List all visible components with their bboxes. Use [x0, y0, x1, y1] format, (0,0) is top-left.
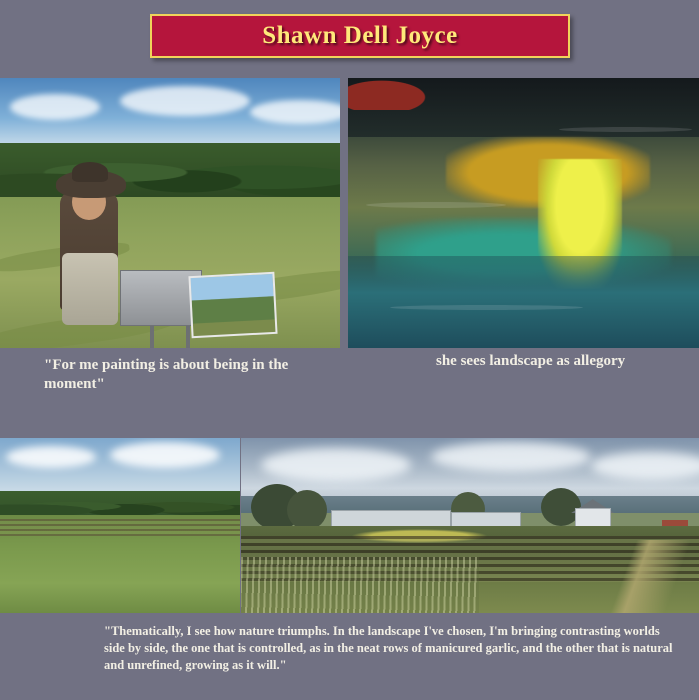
photo-wide-farm-painting	[241, 438, 699, 613]
photo-open-field	[0, 438, 240, 613]
dirt-path	[589, 540, 699, 614]
photo-artist-painting-in-field	[0, 78, 340, 348]
cloud-shape	[250, 100, 340, 124]
planted-rows	[0, 519, 240, 537]
easel-leg	[186, 326, 190, 348]
page-title: Shawn Dell Joyce	[262, 22, 458, 49]
page-title-banner	[150, 14, 570, 58]
cloud-shape	[120, 86, 250, 116]
caption-for-me-painting: "For me painting is about being in the moment"	[44, 357, 289, 393]
red-accent-patch	[348, 78, 432, 110]
brush-stroke	[390, 305, 583, 310]
easel-leg	[150, 326, 154, 348]
cloud-shape	[591, 452, 699, 480]
caption-thematically-statement: "Thematically, I see how nature triumphs. In the landscape I've chosen, I'm bringing contrasting worlds side by side, the one that is controlled, as in the neat rows of manicured garlic, and the other that is natural and unrefined, growing as it will."	[104, 624, 673, 672]
wild-grass-foreground	[241, 557, 479, 613]
cloud-shape	[10, 94, 100, 120]
easel-canvas	[188, 272, 277, 338]
water-band	[348, 256, 699, 348]
photo-painting-yellow-bush	[348, 78, 699, 348]
artist-apron	[62, 253, 118, 325]
cloud-shape	[431, 442, 591, 472]
artist-hat-crown	[72, 162, 108, 182]
brush-stroke	[559, 127, 692, 132]
cloud-shape	[110, 442, 220, 468]
treeline-region	[0, 143, 340, 202]
tree-shape	[287, 490, 327, 530]
cloud-shape	[261, 448, 411, 482]
caption-landscape-as-allegory: she sees landscape as allegory	[436, 353, 626, 369]
cloud-shape	[6, 446, 96, 468]
